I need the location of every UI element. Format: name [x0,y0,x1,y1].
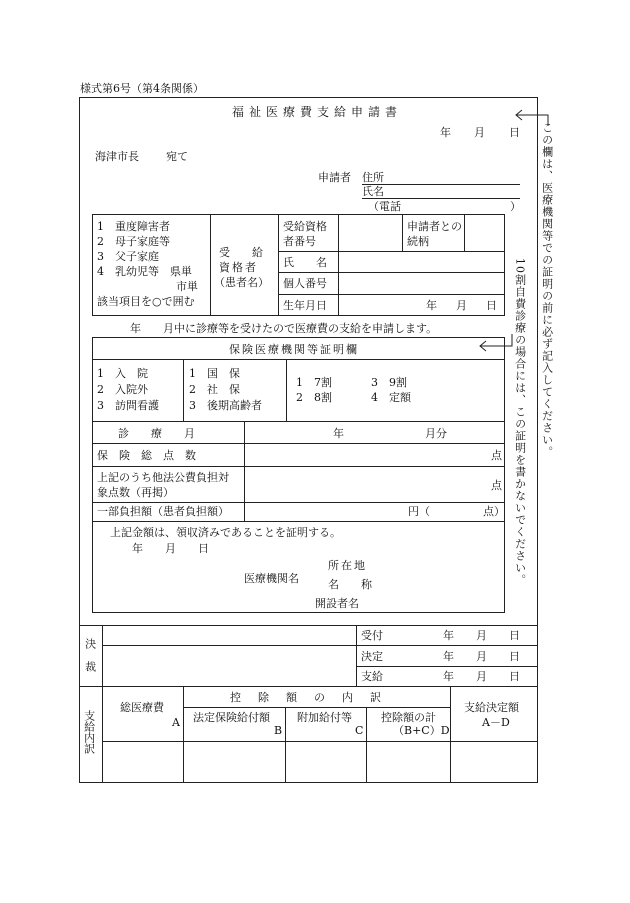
statutory-label: 法定保険給付額 [193,711,270,724]
personal-no-label: 個人番号 [283,277,327,290]
category-3: 3 父子家庭 [97,250,159,263]
copay-points: 点） [483,505,505,518]
name-label: 氏 名 [283,256,327,269]
applicant-label: 申請者 [318,171,351,184]
pt-h0 [92,359,505,360]
breakdown-side-label: 支給内訳 [82,710,96,754]
month-label: 診 療 月 [118,427,195,440]
bt-v4 [366,707,367,783]
statutory-mark: B [274,724,283,737]
certify-date: 年 月 日 [132,542,209,555]
bt-v1 [102,686,103,783]
institution-location: 所在地 [328,559,367,572]
rate-4: 4 定額 [371,391,411,404]
dt-v1 [102,625,103,687]
pt-v1 [183,359,184,421]
additional-mark: C [355,724,364,737]
rate-3: 3 9割 [371,376,407,389]
rt-h2 [278,272,505,273]
decision-row-3-label: 支給 [361,670,383,683]
institution-name: 名 称 [328,578,372,591]
proof-title: 保険医療機関等証明欄 [229,343,359,356]
month-unit: 月分 [425,427,447,440]
month-year: 年 [333,427,344,440]
pt-h4 [92,502,505,503]
total-cost-label: 総医療費 [120,701,164,714]
category-note: 該当項目を○で囲む [97,295,195,308]
category-1: 1 重度障害者 [97,220,170,233]
deduction-header: 控 除 額 の 内 訳 [230,691,384,704]
rt-v4 [402,214,403,252]
date-month: 月 [474,126,485,139]
insurance-type-2: 2 社 保 [189,383,240,396]
rt-h1 [278,251,505,252]
addressee-suffix: 宛て [166,150,188,163]
date-year: 年 [440,126,451,139]
pt-v2 [286,359,287,421]
recipient-line1: 受 給 [219,246,263,259]
decision-label: 決裁 [83,638,97,684]
public-label-2: 象点数（再掲） [97,486,174,499]
deduction-total-mark: （B+C）D [393,724,450,737]
form-title: 福祉医療費支給申請書 [232,105,403,119]
pt-h1 [92,421,505,422]
total-cost-mark: A [172,716,180,729]
applicant-phone-open: （電話 [368,200,401,213]
birth-label: 生年月日 [283,299,327,312]
side-note-2: 10割自費診療の場合には、この証明を書かないでください。 [513,258,527,586]
rt-v2 [278,214,279,316]
decision-row-1-label: 受付 [361,629,383,642]
additional-label: 附加給付等 [297,711,352,724]
bt-v3 [285,707,286,783]
rate-1: 1 7割 [296,376,332,389]
rt-v1 [210,214,211,316]
bt-h2 [102,741,538,742]
care-type-1: 1 入 院 [97,367,148,380]
pt-h2 [92,443,505,444]
recipient-line3: （患者名） [214,276,269,289]
decision-row-2-label: 決定 [361,650,383,663]
recipient-line2: 資格者 [219,261,258,274]
copay-yen: 円（ [408,505,430,518]
applicant-name[interactable]: 氏名 [362,185,384,198]
insurance-type-1: 1 国 保 [189,367,240,380]
insurance-type-3: 3 後期高齢者 [189,399,262,412]
rt-h3 [278,294,505,295]
name-underline [362,198,520,199]
side-note-arrow-2 [476,334,516,358]
pt-h5 [92,521,505,522]
points-unit: 点 [491,449,502,462]
institution-label: 医療機関名 [244,572,299,585]
dt-h1 [102,645,538,646]
category-sub: 市単 [176,280,198,293]
category-4: 4 乳幼児等 県単 [97,265,192,278]
birth-units: 年 月 日 [426,299,501,312]
bt-h1 [183,707,450,708]
public-unit: 点 [491,479,502,492]
date-day: 日 [509,126,520,139]
rt-v3 [338,214,339,316]
applicant-phone-close: ） [510,200,521,213]
bt-v2 [183,686,184,783]
care-type-3: 3 訪問看護 [97,399,159,412]
decided-mark: A－D [482,716,510,729]
relation-label: 申請者との続柄 [407,220,462,248]
rt-v5 [464,214,465,252]
rate-2: 2 8割 [296,391,332,404]
public-label-1: 上記のうち他法公費負担対 [97,471,229,484]
applicant-address[interactable]: 住所 [362,171,384,184]
copay-label: 一部負担額（患者負担額） [97,505,229,518]
addressee-name: 海津市長 [95,150,139,163]
form-id: 様式第6号（第4条関係） [80,82,204,95]
decision-row-1-date: 年 月 日 [443,629,520,642]
care-type-2: 2 入院外 [97,383,148,396]
deduction-total-label: 控除額の計 [381,711,436,724]
dt-v2 [356,625,357,687]
pt-h3 [92,466,505,467]
certify-sentence: 上記金額は、領収済みであることを証明する。 [110,526,341,539]
side-note-1: この欄は、医療機関等での証明の前に必ず記入してください。 [540,122,554,458]
institution-founder: 開設者名 [315,597,359,610]
category-2: 2 母子家庭等 [97,235,170,248]
address-underline [362,184,520,185]
decision-row-2-date: 年 月 日 [443,650,520,663]
decision-row-3-date: 年 月 日 [443,670,520,683]
qual-no-label: 受給資格者番号 [283,220,327,248]
dt-h2 [356,666,538,667]
pt-v3 [244,421,245,521]
request-sentence: 年 月中に診療等を受けたので医療費の支給を申請します。 [130,322,438,335]
points-label: 保 険 総 点 数 [97,449,196,462]
bt-v5 [450,686,451,783]
decided-label: 支給決定額 [464,701,519,714]
